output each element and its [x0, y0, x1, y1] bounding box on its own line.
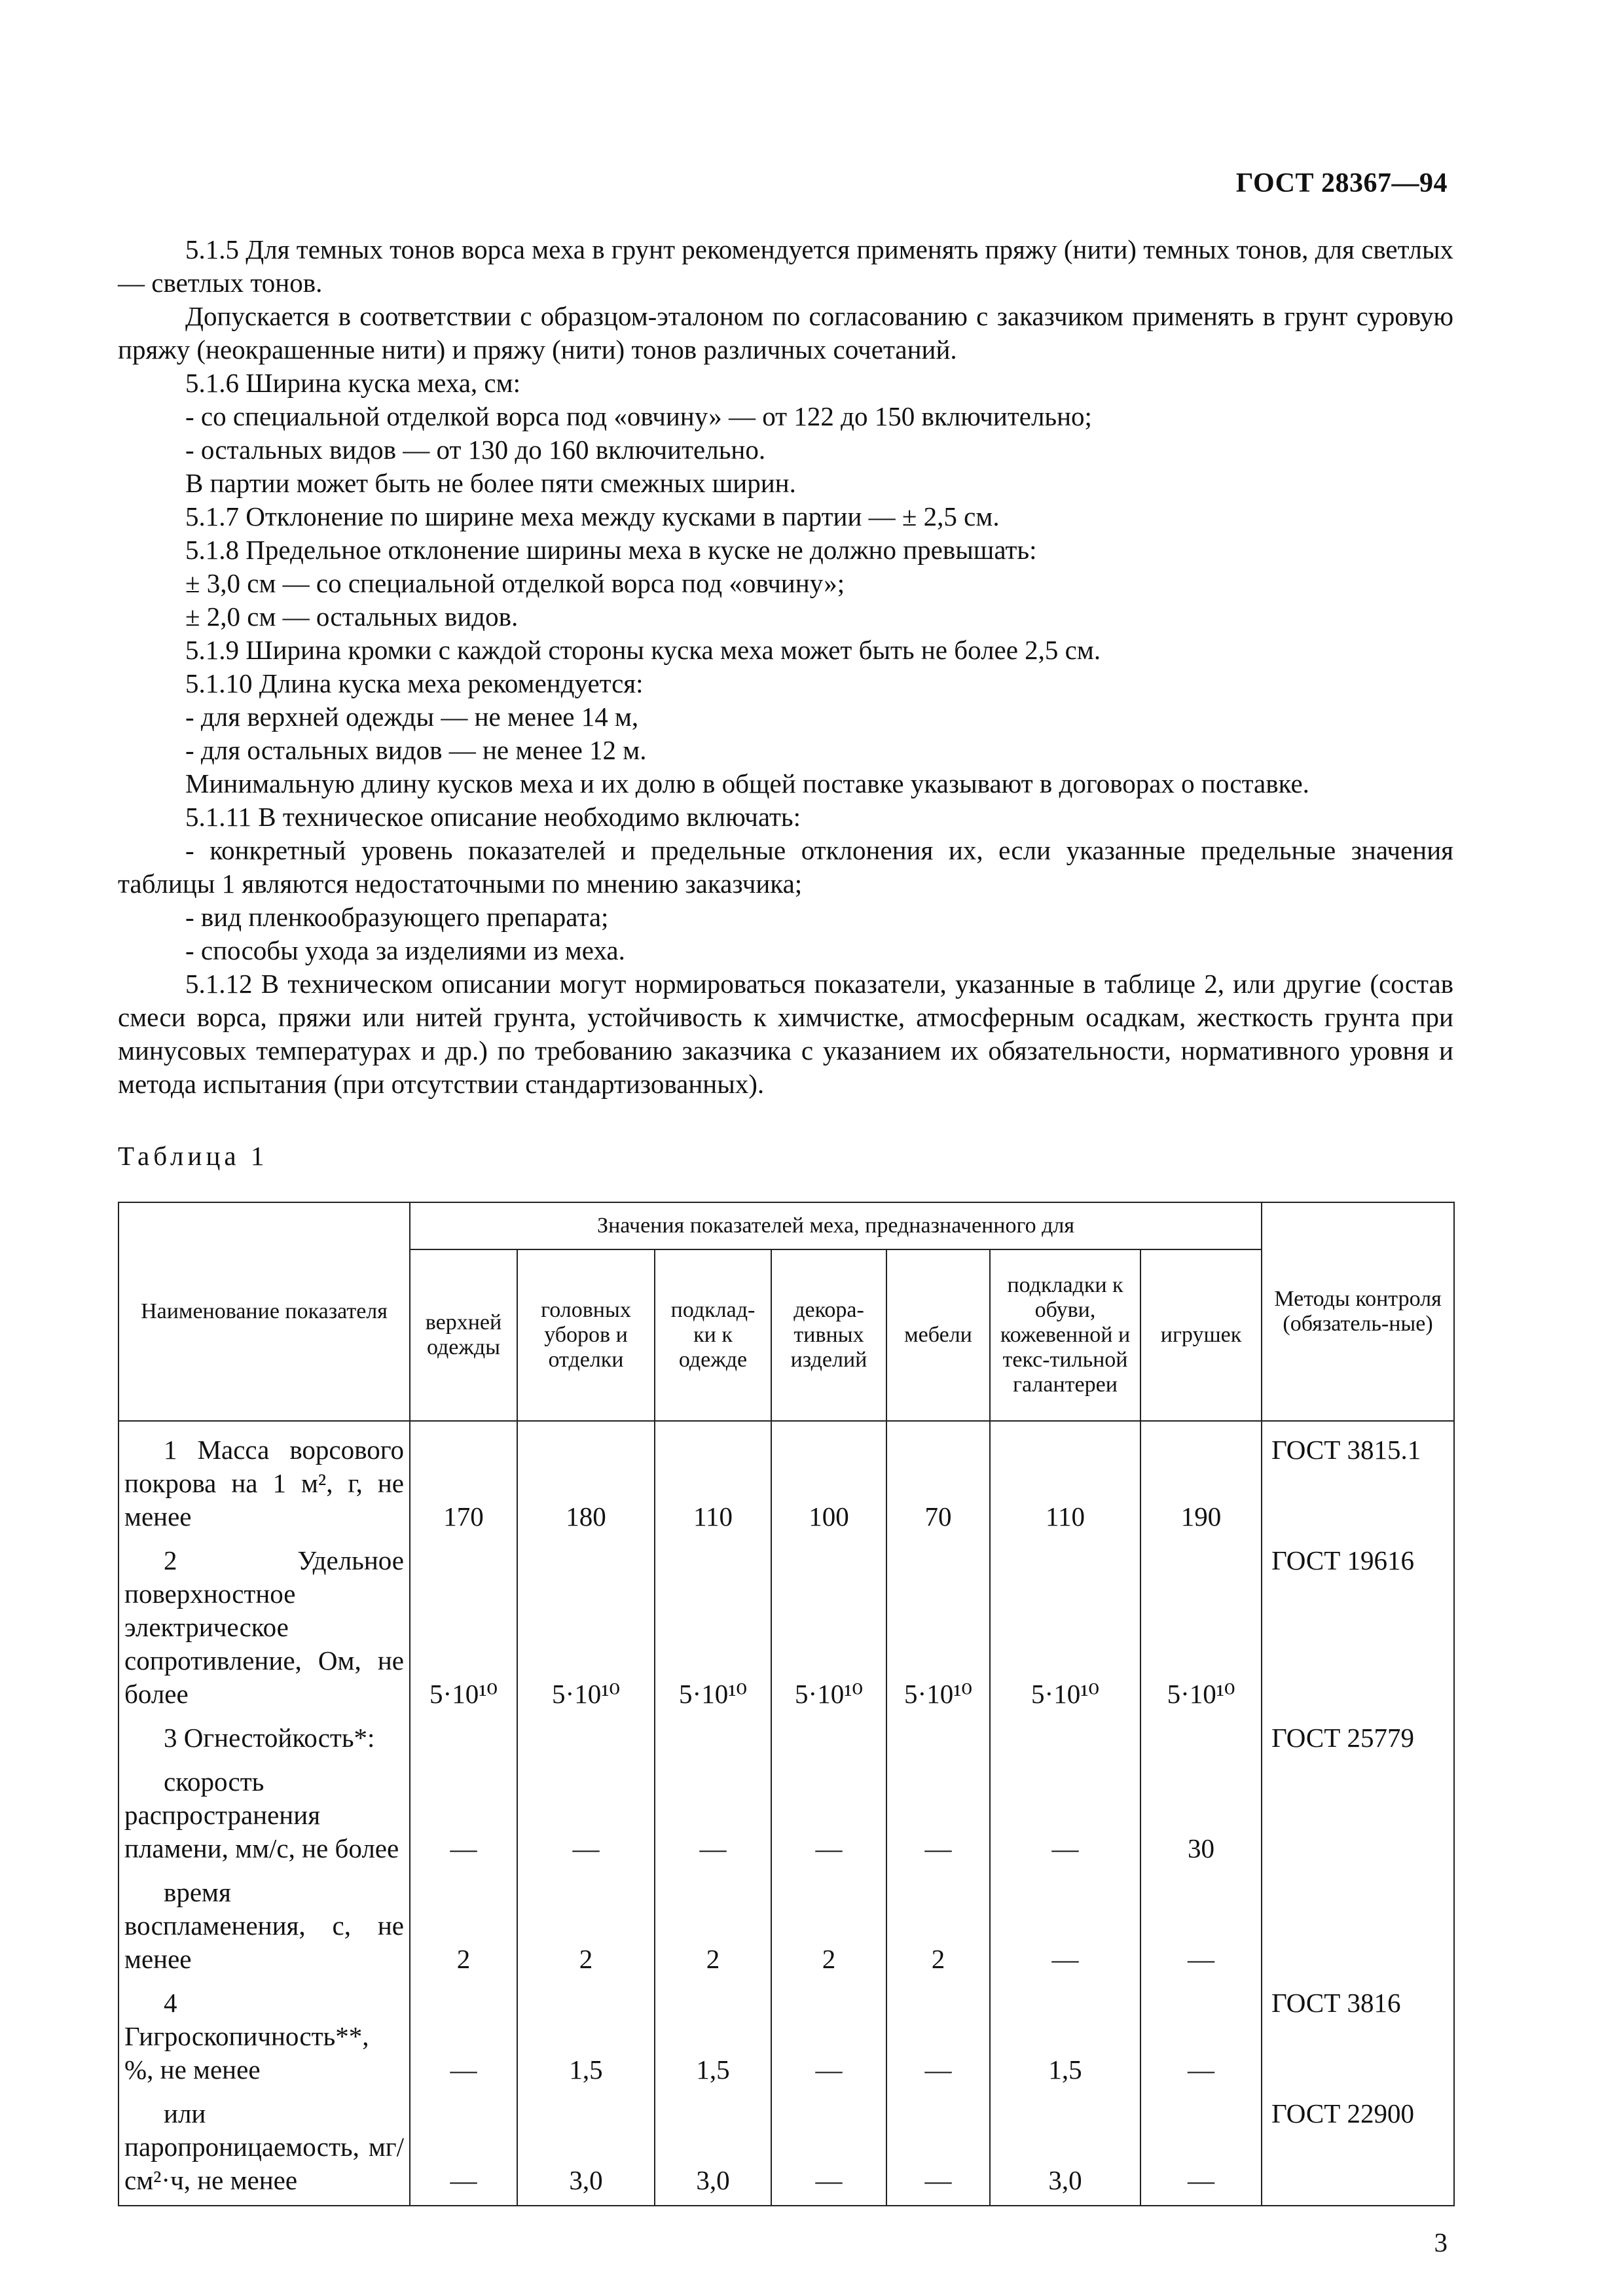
- row-name-text: или паропроницаемость, мг/см²·ч, не менее: [124, 2098, 404, 2195]
- paragraph: 5.1.9 Ширина кромки с каждой стороны куска меха может быть не более 2,5 см.: [185, 635, 1101, 665]
- value-cell: [517, 1713, 655, 1757]
- table-row: [119, 1979, 1454, 2089]
- page-number: 3: [1434, 2227, 1448, 2257]
- paragraph: - для остальных видов — не менее 12 м.: [185, 735, 647, 765]
- value-cell: 2: [517, 1868, 655, 1979]
- value-cell: [410, 1713, 517, 1757]
- paragraph: 5.1.10 Длина куска меха рекомендуется:: [185, 668, 644, 698]
- paragraph: Допускается в соответствии с образцом-эталоном по согласованию с заказчиком применять в грунт суровую пряжу (неокрашенные нити) и пряжу (нити) тонов различных сочетаний.: [118, 301, 1453, 365]
- paragraph: ± 3,0 см — со специальной отделкой ворса под «овчину»;: [185, 568, 845, 598]
- value-cell: —: [990, 1757, 1140, 1868]
- value-cell: —: [655, 1757, 771, 1868]
- paragraph: 5.1.6 Ширина куска меха, см:: [185, 368, 520, 398]
- table-body: [119, 1421, 1454, 2206]
- row-name: [119, 1757, 410, 1868]
- value-cell: 5·10¹⁰: [1140, 1536, 1262, 1713]
- row-name-text: 2 Удельное поверхностное электрическое сопротивление, Ом, не более: [124, 1545, 404, 1709]
- paragraph: - вид пленкообразующего препарата;: [185, 902, 609, 932]
- value-cell: [771, 1713, 886, 1757]
- paragraph: 5.1.5 Для темных тонов ворса меха в грунт рекомендуется применять пряжу (нити) темных тонов, для светлых — светлых тонов.: [118, 234, 1454, 298]
- table-row: [119, 1713, 1454, 1757]
- table-caption: Таблица 1: [118, 1141, 268, 1171]
- paragraph: 5.1.12 В техническом описании могут нормироваться показатели, указанные в таблице 2, или другие (состав смеси ворса, пряжи или нитей грунта, устойчивость к химчистке, атмосферным осадкам, жесткость грунта при минусовых температурах и др.) по требованию заказчика с указанием их обязательности, нормативного уровня и метода испытания (при отсутствии стандартизованных).: [118, 969, 1453, 1099]
- value-cell: 2: [655, 1868, 771, 1979]
- row-name-text: скорость распространения пламени, мм/с, не более: [124, 1767, 399, 1863]
- value-cell: —: [771, 1757, 886, 1868]
- header-column: игрушек: [1140, 1249, 1262, 1421]
- value-cell: 3,0: [990, 2089, 1140, 2206]
- header-column: мебели: [886, 1249, 990, 1421]
- value-cell: 5·10¹⁰: [771, 1536, 886, 1713]
- header-name: Наименование показателя: [119, 1202, 410, 1421]
- value-cell: —: [410, 1757, 517, 1868]
- table-row: [119, 1868, 1454, 1979]
- value-cell: [1140, 1713, 1262, 1757]
- row-name: [119, 1421, 410, 1536]
- method-cell: ГОСТ 25779: [1262, 1713, 1454, 1757]
- value-cell: 2: [410, 1868, 517, 1979]
- value-cell: —: [410, 2089, 517, 2206]
- value-cell: 110: [990, 1421, 1140, 1536]
- value-cell: 5·10¹⁰: [410, 1536, 517, 1713]
- row-name: [119, 2089, 410, 2206]
- paragraph: - способы ухода за изделиями из меха.: [185, 935, 625, 965]
- header-column: декора-тивных изделий: [771, 1249, 886, 1421]
- method-cell: ГОСТ 3816: [1262, 1979, 1454, 2089]
- value-cell: —: [1140, 1979, 1262, 2089]
- value-cell: 100: [771, 1421, 886, 1536]
- properties-table: [118, 1202, 1455, 2206]
- paragraph: 5.1.7 Отклонение по ширине меха между кусками в партии — ± 2,5 см.: [185, 501, 1000, 531]
- paragraph: 5.1.11 В техническое описание необходимо включать:: [185, 802, 801, 832]
- value-cell: —: [410, 1979, 517, 2089]
- header-group: Значения показателей меха, предназначенного для: [410, 1202, 1262, 1249]
- value-cell: 180: [517, 1421, 655, 1536]
- document-header: ГОСТ 28367—94: [1235, 168, 1448, 198]
- header-column: подклад-ки к одежде: [655, 1249, 771, 1421]
- row-name: [119, 1979, 410, 2089]
- value-cell: —: [517, 1757, 655, 1868]
- paragraph: - остальных видов — от 130 до 160 включительно.: [185, 435, 766, 465]
- value-cell: 110: [655, 1421, 771, 1536]
- value-cell: 5·10¹⁰: [517, 1536, 655, 1713]
- value-cell: —: [886, 1979, 990, 2089]
- value-cell: —: [1140, 2089, 1262, 2206]
- table-row: [119, 2089, 1454, 2206]
- value-cell: —: [1140, 1868, 1262, 1979]
- value-cell: 3,0: [655, 2089, 771, 2206]
- value-cell: 5·10¹⁰: [655, 1536, 771, 1713]
- body-text: [118, 233, 1453, 1101]
- value-cell: [886, 1713, 990, 1757]
- value-cell: 5·10¹⁰: [990, 1536, 1140, 1713]
- method-cell: ГОСТ 3815.1: [1262, 1421, 1454, 1536]
- method-cell: [1262, 1757, 1454, 1868]
- paragraph: В партии может быть не более пяти смежных ширин.: [185, 468, 796, 498]
- row-name: [119, 1536, 410, 1713]
- value-cell: 5·10¹⁰: [886, 1536, 990, 1713]
- value-cell: 1,5: [517, 1979, 655, 2089]
- value-cell: —: [771, 2089, 886, 2206]
- method-cell: [1262, 1868, 1454, 1979]
- value-cell: —: [771, 1979, 886, 2089]
- value-cell: 190: [1140, 1421, 1262, 1536]
- header-column: верхней одежды: [410, 1249, 517, 1421]
- row-name: [119, 1713, 410, 1757]
- header-column: головных уборов и отделки: [517, 1249, 655, 1421]
- header-method: Методы контроля (обязатель-ные): [1262, 1202, 1454, 1421]
- value-cell: 3,0: [517, 2089, 655, 2206]
- paragraph: Минимальную длину кусков меха и их долю в общей поставке указывают в договорах о поставке.: [185, 768, 1309, 798]
- value-cell: —: [990, 1868, 1140, 1979]
- method-cell: ГОСТ 22900: [1262, 2089, 1454, 2206]
- row-name-text: 1 Масса ворсового покрова на 1 м², г, не менее: [124, 1435, 404, 1532]
- paragraph: ± 2,0 см — остальных видов.: [185, 601, 519, 632]
- table-row: [119, 1757, 1454, 1868]
- value-cell: 1,5: [990, 1979, 1140, 2089]
- paragraph: - со специальной отделкой ворса под «овчину» — от 122 до 150 включительно;: [185, 401, 1092, 431]
- method-cell: ГОСТ 19616: [1262, 1536, 1454, 1713]
- value-cell: [655, 1713, 771, 1757]
- value-cell: [990, 1713, 1140, 1757]
- value-cell: 2: [886, 1868, 990, 1979]
- value-cell: 2: [771, 1868, 886, 1979]
- table-row: [119, 1536, 1454, 1713]
- row-name-text: 3 Огнестойкость*:: [164, 1723, 375, 1753]
- value-cell: 30: [1140, 1757, 1262, 1868]
- row-name-text: 4 Гигроскопичность**, %, не менее: [124, 1988, 369, 2085]
- row-name-text: время воспламенения, с, не менее: [124, 1877, 404, 1974]
- row-name: [119, 1868, 410, 1979]
- value-cell: 170: [410, 1421, 517, 1536]
- paragraph: - конкретный уровень показателей и предельные отклонения их, если указанные предельные значения таблицы 1 являются недостаточными по мнению заказчика;: [118, 835, 1453, 899]
- paragraph: 5.1.8 Предельное отклонение ширины меха в куске не должно превышать:: [185, 535, 1037, 565]
- value-cell: —: [886, 1757, 990, 1868]
- paragraph: - для верхней одежды — не менее 14 м,: [185, 702, 639, 732]
- table-row: [119, 1421, 1454, 1536]
- header-column: подкладки к обуви, кожевенной и текс-тильной галантереи: [990, 1249, 1140, 1421]
- value-cell: 1,5: [655, 1979, 771, 2089]
- value-cell: —: [886, 2089, 990, 2206]
- value-cell: 70: [886, 1421, 990, 1536]
